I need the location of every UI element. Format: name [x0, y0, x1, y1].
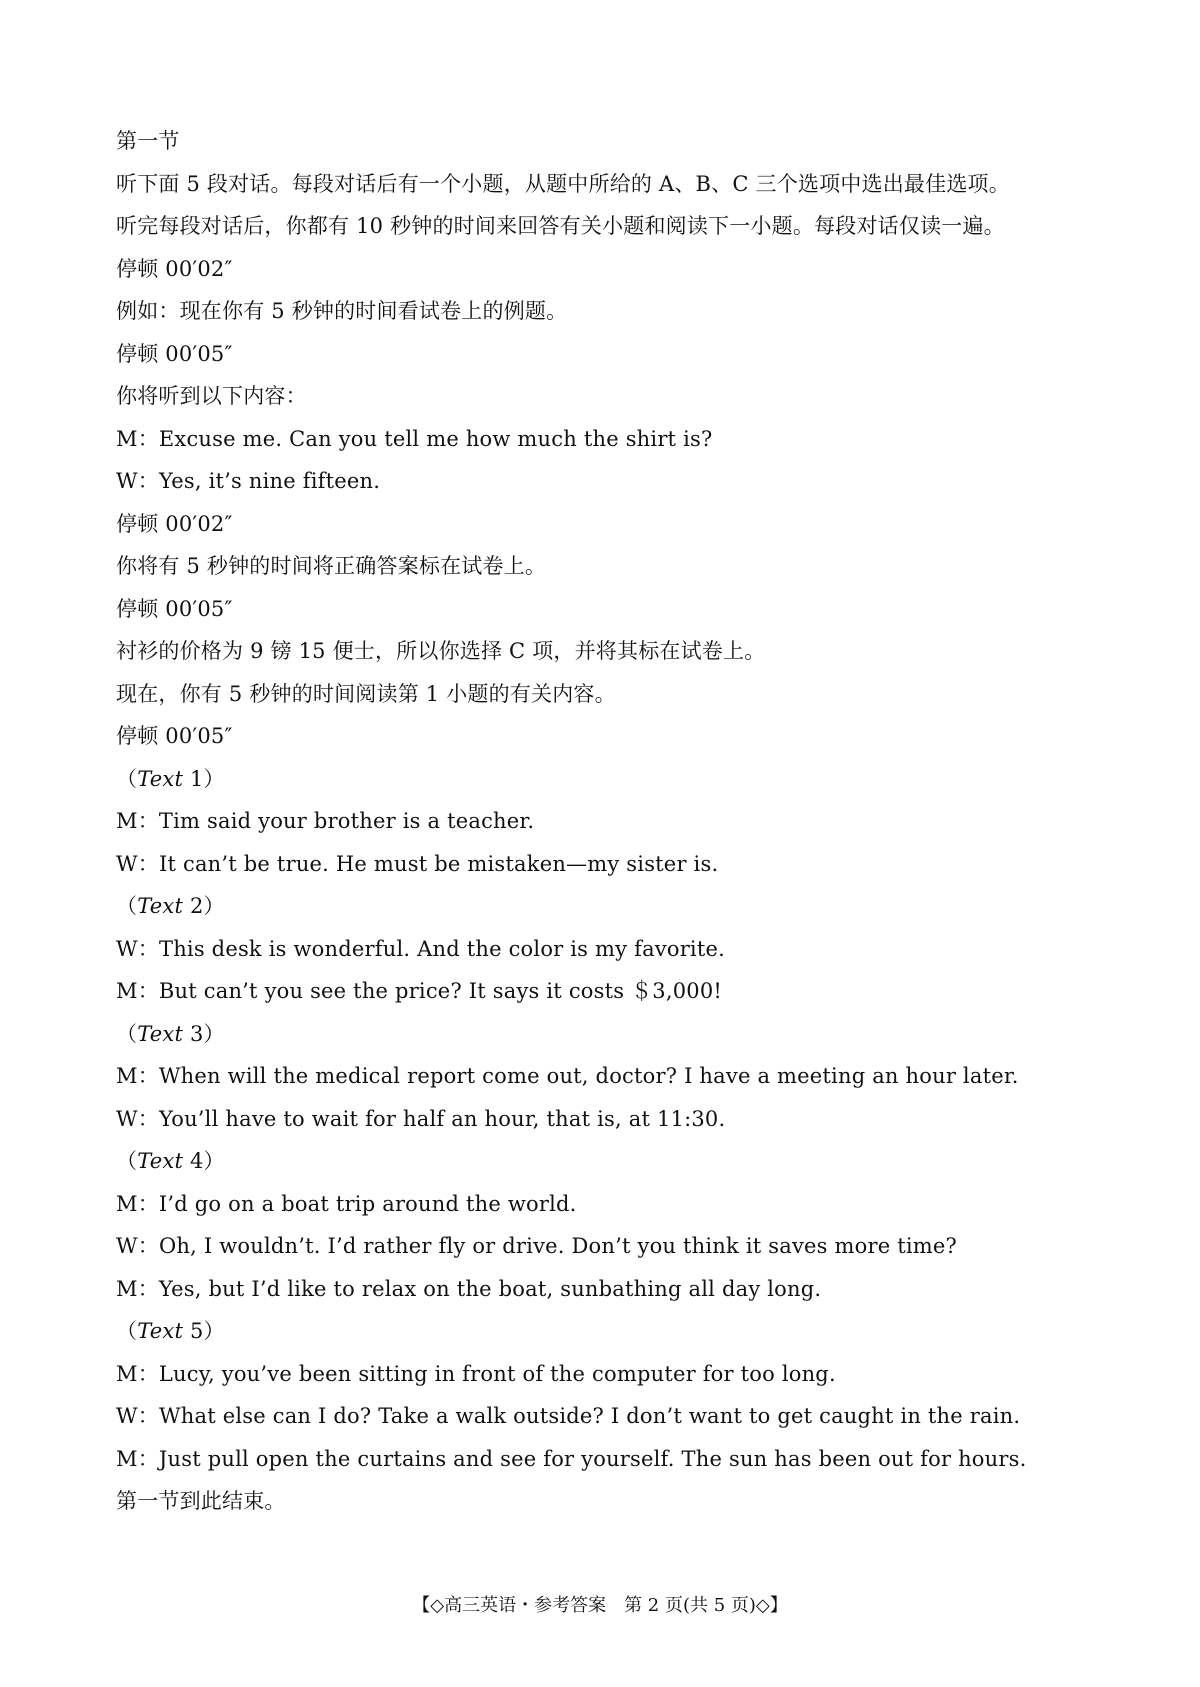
text-heading: （Text 2）: [116, 894, 225, 918]
mark-answer-instruction: 你将有 5 秒钟的时间将正确答案标在试卷上。: [116, 554, 547, 578]
pause-marker: 停顿 00′02″: [116, 256, 233, 281]
pause-marker: 停顿 00′05″: [116, 596, 233, 621]
dialogue-line: M：Lucy, you’ve been sitting in front of the computer for too long.: [116, 1361, 836, 1386]
section-end: 第一节到此结束。: [116, 1489, 286, 1513]
dialogue-line: W：You’ll have to wait for half an hour, that is, at 11:30.: [116, 1106, 726, 1131]
text-heading: （Text 3）: [116, 1021, 225, 1046]
pause-marker: 停顿 00′05″: [116, 724, 233, 748]
dialogue-line: M：But can’t you see the price? It says it costs ＄3,000!: [116, 979, 723, 1003]
text-heading: （Text 4）: [116, 1149, 225, 1173]
dialogue-line: M：When will the medical report come out, doctor? I have a meeting an hour later.: [116, 1064, 1019, 1088]
dialogue-line: W：It can’t be true. He must be mistaken—my sister is.: [116, 851, 719, 876]
dialogue-line: W：What else can I do? Take a walk outside? I don’t want to get caught in the rain.: [116, 1404, 1021, 1428]
example-dialogue-line: M：Excuse me. Can you tell me how much the shirt is?: [116, 426, 713, 451]
example-dialogue-line: W：Yes, it’s nine fifteen.: [116, 469, 381, 493]
example-explanation: 衬衫的价格为 9 镑 15 便士，所以你选择 C 项，并将其标在试卷上。: [116, 639, 766, 663]
page-footer: 【◇高三英语・参考答案 第 2 页(共 5 页)◇】: [412, 1595, 788, 1616]
read-next-instruction: 现在，你有 5 秒钟的时间阅读第 1 小题的有关内容。: [116, 681, 616, 706]
instruction-line-1: 听下面 5 段对话。每段对话后有一个小题，从题中所给的 A、B、C 三个选项中选出最佳选项。: [116, 171, 1010, 196]
dialogue-line: M：I’d go on a boat trip around the world.: [116, 1191, 577, 1216]
text-heading: （Text 5）: [116, 1319, 225, 1343]
text-heading: （Text 1）: [116, 766, 225, 791]
dialogue-line: M：Yes, but I’d like to relax on the boat, sunbathing all day long.: [116, 1276, 822, 1301]
you-will-hear: 你将听到以下内容：: [116, 384, 307, 408]
dialogue-line: M：Just pull open the curtains and see for yourself. The sun has been out for hours.: [116, 1446, 1027, 1471]
example-intro: 例如：现在你有 5 秒钟的时间看试卷上的例题。: [116, 299, 568, 323]
dialogue-line: M：Tim said your brother is a teacher.: [116, 809, 535, 833]
pause-marker: 停顿 00′05″: [116, 341, 233, 366]
section-title: 第一节: [116, 129, 180, 153]
pause-marker: 停顿 00′02″: [116, 511, 233, 536]
dialogue-line: W：Oh, I wouldn’t. I’d rather fly or drive. Don’t you think it saves more time?: [116, 1234, 957, 1258]
dialogue-line: W：This desk is wonderful. And the color is my favorite.: [116, 936, 725, 961]
listening-script: [116, 120, 1116, 1523]
instruction-line-2: 听完每段对话后，你都有 10 秒钟的时间来回答有关小题和阅读下一小题。每段对话仅读一遍。: [116, 214, 1005, 238]
